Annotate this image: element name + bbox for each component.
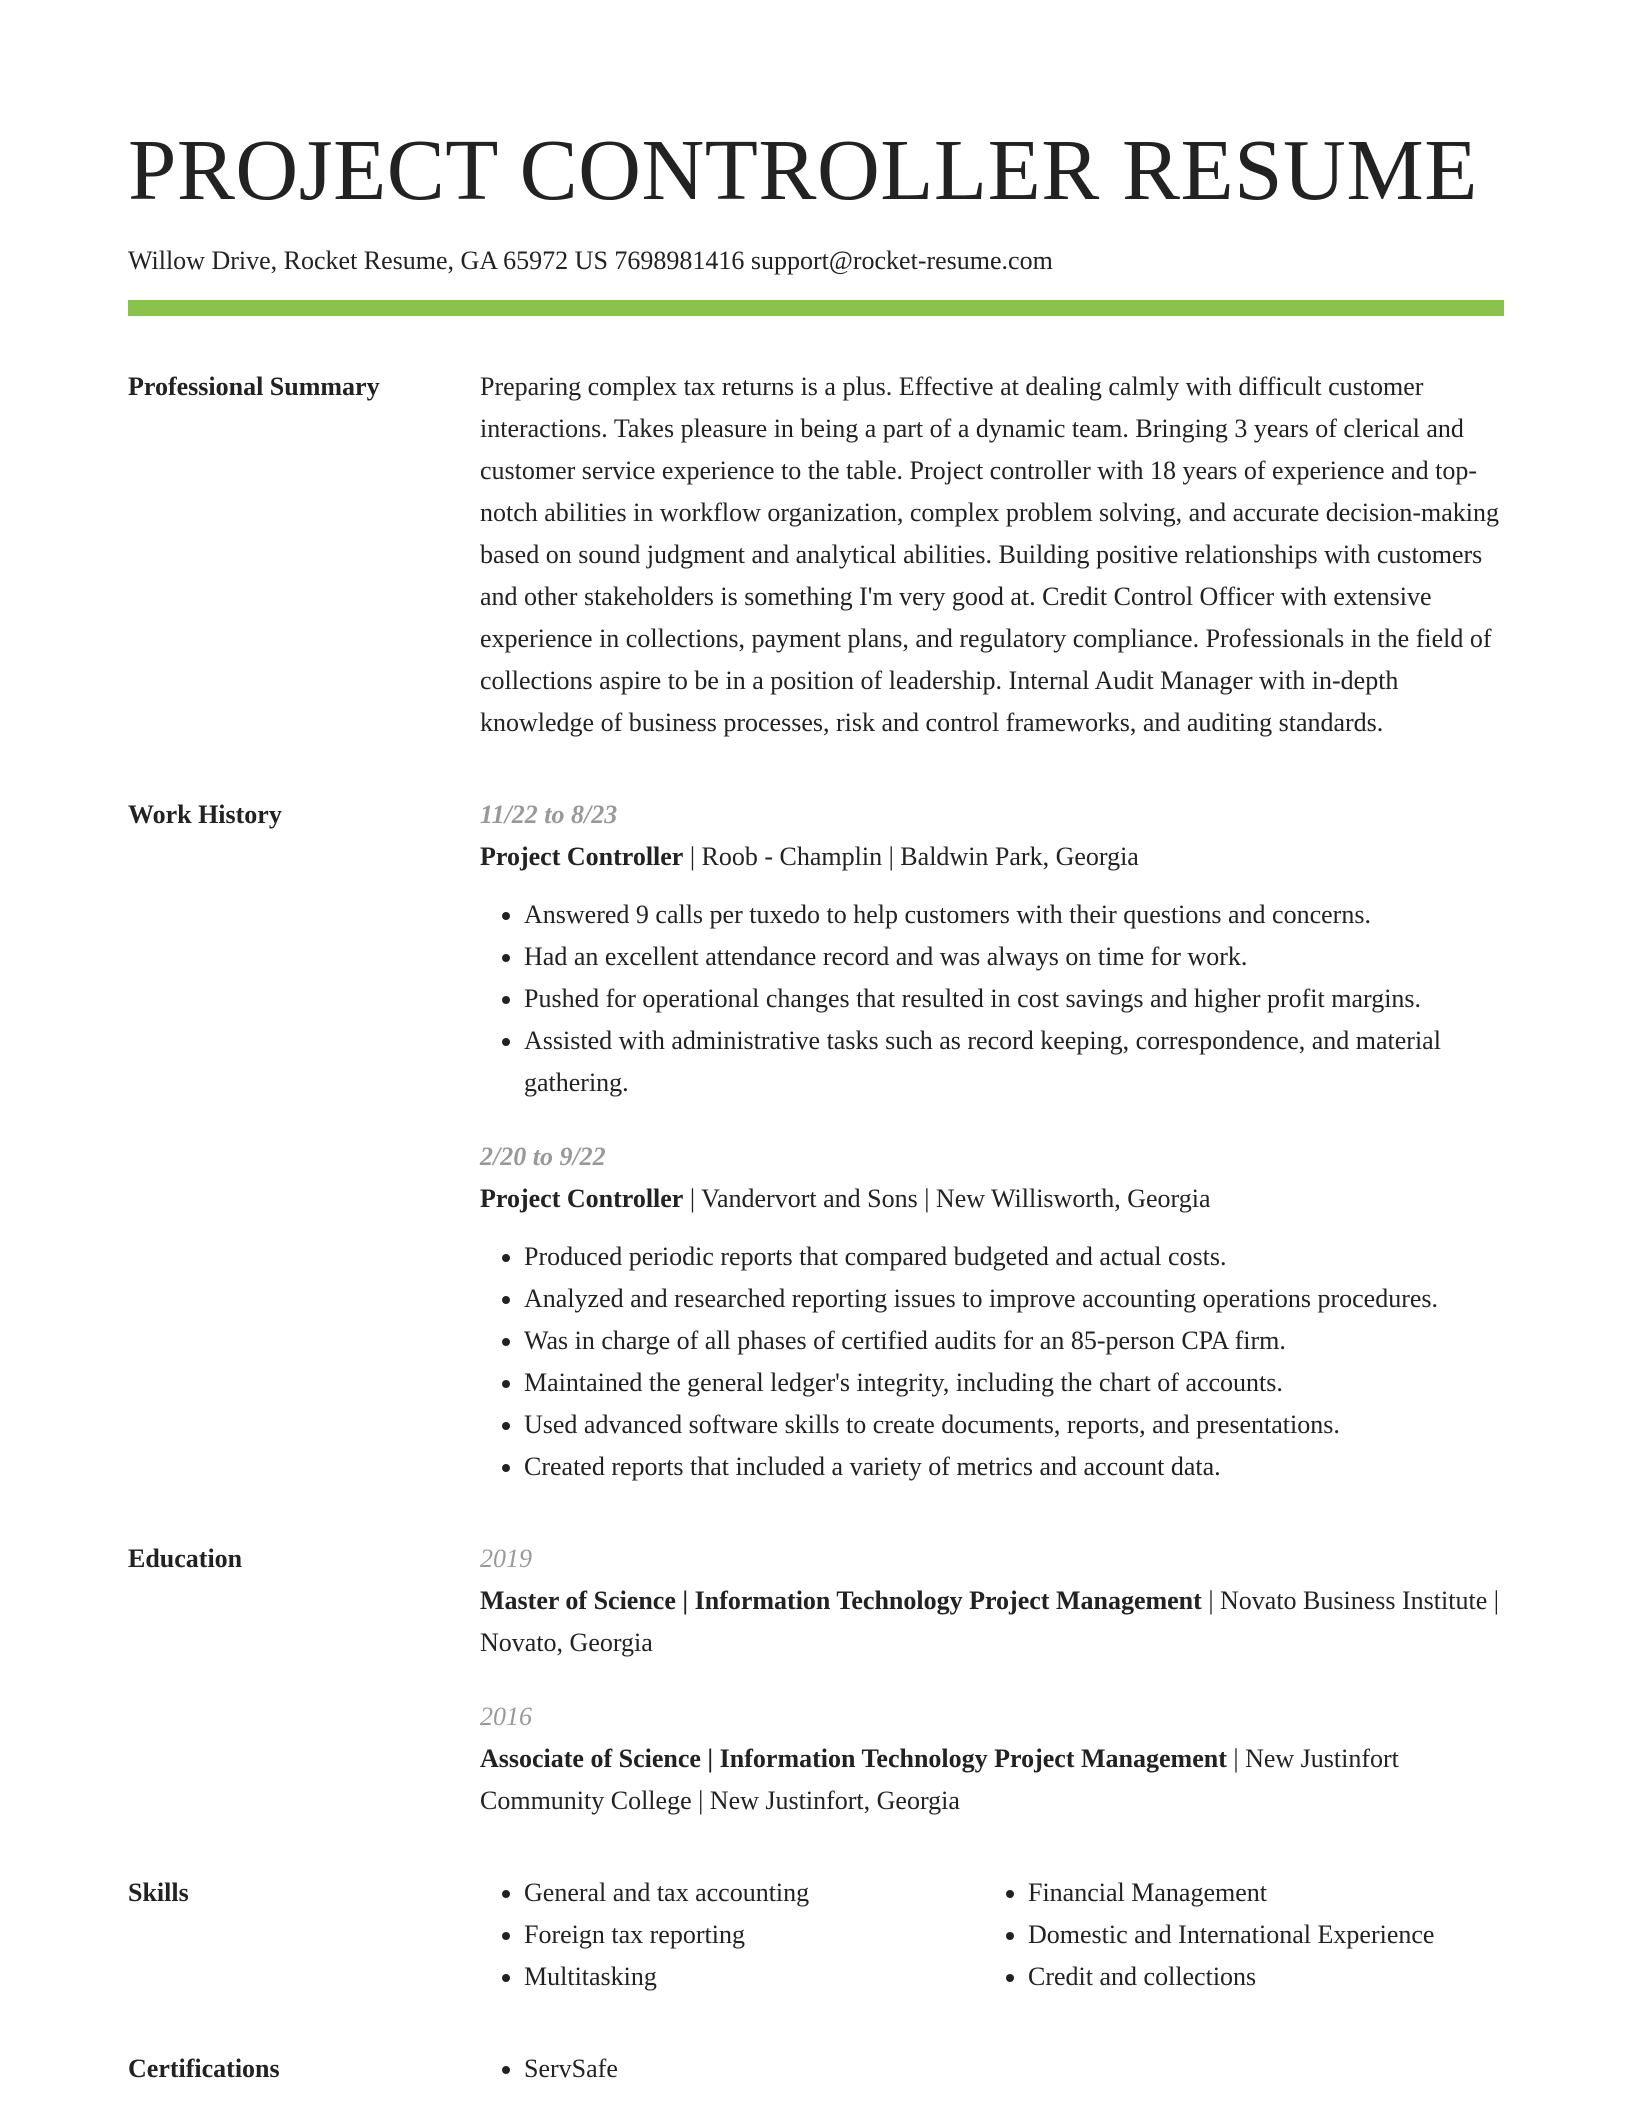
contact-line: Willow Drive, Rocket Resume, GA 65972 US 7698981416 support@rocket-resume.com bbox=[128, 246, 1053, 275]
skill-item: • Financial Management bbox=[1028, 1872, 1488, 1914]
education-heading bbox=[480, 1580, 1504, 1664]
education-year: 2016 bbox=[480, 1702, 532, 1731]
job-heading bbox=[480, 836, 1504, 878]
certification-list bbox=[480, 2048, 1504, 2090]
summary-label: Professional Summary bbox=[128, 372, 380, 401]
skills-column bbox=[480, 1872, 984, 1998]
job-heading bbox=[480, 1178, 1504, 1220]
education-section bbox=[128, 1538, 1504, 1822]
work-history-label: Work History bbox=[128, 800, 282, 829]
education-label: Education bbox=[128, 1544, 243, 1573]
skills-label: Skills bbox=[128, 1878, 189, 1907]
job-bullet: • Assisted with administrative tasks such as record keeping, correspondence, and material gathering. bbox=[524, 1020, 1504, 1104]
job-entry bbox=[480, 794, 1504, 1104]
header-divider bbox=[128, 300, 1504, 316]
job-title: Project Controller bbox=[480, 1184, 684, 1213]
skill-item: • Multitasking bbox=[524, 1956, 984, 1998]
job-bullet: • Produced periodic reports that compared budgeted and actual costs. bbox=[524, 1236, 1504, 1278]
job-bullet: • Analyzed and researched reporting issues to improve accounting operations procedures. bbox=[524, 1278, 1504, 1320]
certification-item: • ServSafe bbox=[524, 2048, 1504, 2090]
school-location: | New Justinfort Community College | New Justinfort, Georgia bbox=[480, 1744, 1399, 1815]
job-bullet: • Used advanced software skills to create documents, reports, and presentations. bbox=[524, 1404, 1504, 1446]
job-bullet: • Had an excellent attendance record and was always on time for work. bbox=[524, 936, 1504, 978]
job-bullet: • Pushed for operational changes that resulted in cost savings and higher profit margins. bbox=[524, 978, 1504, 1020]
summary-text: Preparing complex tax returns is a plus. Effective at dealing calmly with difficult customer interactions. Takes pleasure in being a part of a dynamic team. Bringing 3 years of clerical and customer service experience to the table. Project controller with 18 years of experience and top-notch abilities in workflow organization, complex problem solving, and accurate decision-making based on sound judgment and analytical abilities. Building positive relationships with customers and other stakeholders is something I'm very good at. Credit Control Officer with extensive experience in collections, payment plans, and regulatory compliance. Professionals in the field of collections aspire to be in a position of leadership. Internal Audit Manager with in-depth knowledge of business processes, risk and control frameworks, and auditing standards. bbox=[480, 372, 1500, 737]
job-dates: 2/20 to 9/22 bbox=[480, 1142, 606, 1171]
job-bullet: • Maintained the general ledger's integrity, including the chart of accounts. bbox=[524, 1362, 1504, 1404]
education-year: 2019 bbox=[480, 1544, 532, 1573]
job-employer-location: | Roob - Champlin | Baldwin Park, Georgia bbox=[683, 842, 1139, 871]
skills-section bbox=[128, 1872, 1504, 1998]
degree-name: Associate of Science | Information Technology Project Management bbox=[480, 1744, 1227, 1773]
resume-page bbox=[128, 120, 1504, 2090]
certifications-section bbox=[128, 2048, 1504, 2090]
certifications-label: Certifications bbox=[128, 2054, 280, 2083]
skill-item: • Credit and collections bbox=[1028, 1956, 1488, 1998]
skills-column bbox=[984, 1872, 1488, 1998]
job-bullet: • Created reports that included a variety of metrics and account data. bbox=[524, 1446, 1504, 1488]
summary-section bbox=[128, 366, 1504, 744]
job-entry bbox=[480, 1136, 1504, 1488]
skill-item: • Foreign tax reporting bbox=[524, 1914, 984, 1956]
job-dates: 11/22 to 8/23 bbox=[480, 800, 618, 829]
work-history-section bbox=[128, 794, 1504, 1488]
education-entry bbox=[480, 1538, 1504, 1664]
skill-item: • Domestic and International Experience bbox=[1028, 1914, 1488, 1956]
resume-title: PROJECT CONTROLLER RESUME bbox=[128, 121, 1478, 218]
education-entry bbox=[480, 1696, 1504, 1822]
job-bullets bbox=[480, 894, 1504, 1104]
job-bullet: • Was in charge of all phases of certified audits for an 85-person CPA firm. bbox=[524, 1320, 1504, 1362]
skills-grid bbox=[480, 1872, 1504, 1998]
job-bullet: • Answered 9 calls per tuxedo to help customers with their questions and concerns. bbox=[524, 894, 1504, 936]
degree-name: Master of Science | Information Technology Project Management bbox=[480, 1586, 1202, 1615]
education-heading bbox=[480, 1738, 1504, 1822]
job-bullets bbox=[480, 1236, 1504, 1488]
school-location: | Novato Business Institute | Novato, Georgia bbox=[480, 1586, 1499, 1657]
job-employer-location: | Vandervort and Sons | New Willisworth, Georgia bbox=[683, 1184, 1211, 1213]
job-title: Project Controller bbox=[480, 842, 684, 871]
skill-item: • General and tax accounting bbox=[524, 1872, 984, 1914]
